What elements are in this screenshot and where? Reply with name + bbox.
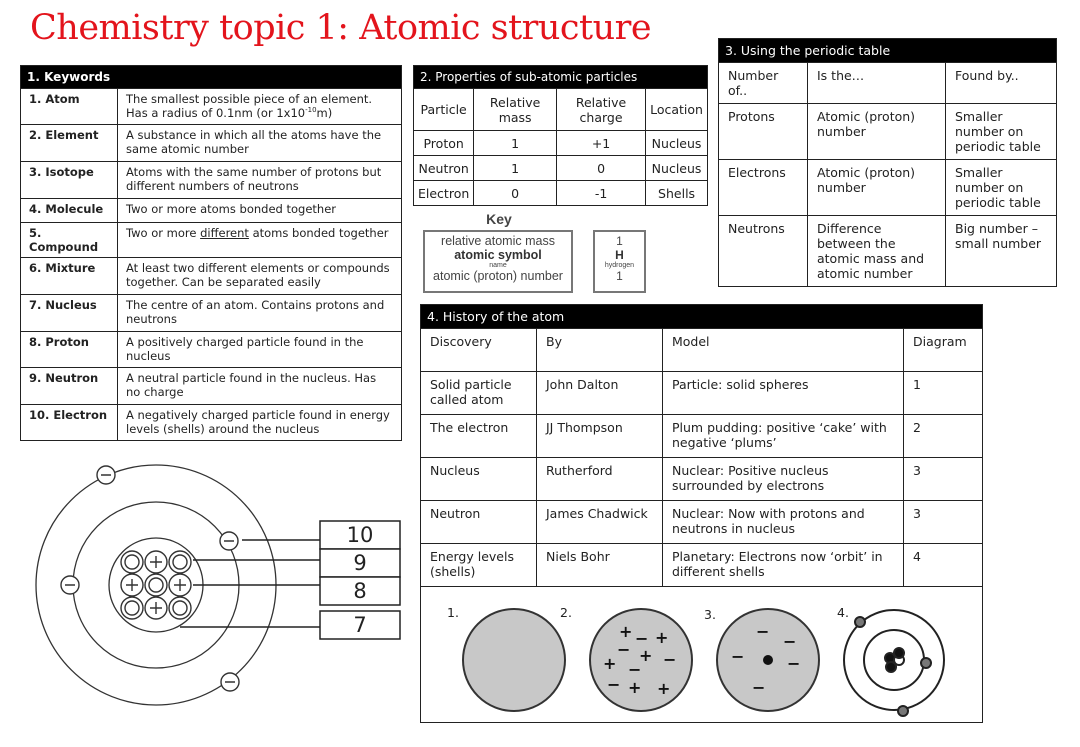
periodic-header: 3. Using the periodic table [719,39,1057,63]
diagram-label: 3. [704,607,716,622]
col-header: Found by.. [946,63,1057,104]
cell: The electron [421,415,537,458]
term: 2. Element [21,125,118,162]
svg-text:−: − [756,622,770,641]
plum-pudding-model [590,609,692,711]
diagram-label: 2. [560,605,572,620]
col-header: Relative mass [474,89,557,131]
atom-models-diagram [421,587,982,722]
term: 5. Compound [21,223,118,258]
cell: Electrons [719,160,808,216]
label-neutron: 9 [353,551,367,575]
cell: 2 [904,415,983,458]
svg-text:−: − [783,632,797,651]
svg-text:−: − [787,654,801,673]
cell: Difference between the atomic mass and atomic number [808,216,946,287]
cell: JJ Thompson [537,415,663,458]
nucleons [121,551,191,619]
svg-text:+: + [628,678,642,697]
cell: 1 [474,131,557,156]
definition: A negatively charged particle found in energy levels (shells) around the nucleus [118,405,402,441]
col-header: By [537,329,663,372]
definition: A substance in which all the atoms have the same atomic number [118,125,402,162]
svg-text:+: + [655,628,669,647]
cell: Shells [646,181,708,206]
cell: Nucleus [421,458,537,501]
cell: Niels Bohr [537,544,663,587]
term: 6. Mixture [21,258,118,295]
cell: Solid particle called atom [421,372,537,415]
key-mass: relative atomic mass [441,234,555,248]
h-number: 1 [616,269,623,283]
cell: Plum pudding: positive ‘cake’ with negative ‘plums’ [663,415,904,458]
diagram-row [421,587,983,723]
cell: 4 [904,544,983,587]
cell: Smaller number on periodic table [946,160,1057,216]
history-table [420,304,983,723]
definition: At least two different elements or compounds together. Can be separated easily [118,258,402,295]
cell: Energy levels (shells) [421,544,537,587]
svg-text:−: − [635,629,649,648]
term: 7. Nucleus [21,295,118,332]
svg-text:+: + [603,654,617,673]
cell: 1 [474,156,557,181]
cell: Nuclear: Positive nucleus surrounded by electrons [663,458,904,501]
h-symbol: H [615,248,624,262]
cell: Nucleus [646,156,708,181]
col-header: Diagram [904,329,983,372]
cell: -1 [556,181,645,206]
subatomic-header: 2. Properties of sub-atomic particles [414,66,708,89]
history-header: 4. History of the atom [421,305,983,329]
periodic-table-usage [718,38,1057,287]
key-title: Key [486,211,512,227]
cell: Protons [719,104,808,160]
cell: Neutron [414,156,474,181]
col-header: Relative charge [556,89,645,131]
cell: 3 [904,501,983,544]
h-name: hydrogen [604,262,635,269]
atom-labels [320,521,400,639]
cell: 1 [904,372,983,415]
bohr-model [844,610,944,716]
definition: The centre of an atom. Contains protons and neutrons [118,295,402,332]
col-header: Location [646,89,708,131]
col-header: Model [663,329,904,372]
definition: The smallest possible piece of an element. Has a radius of 0.1nm (or $1x10^{-10}m$) [118,89,402,125]
term: 4. Molecule [21,199,118,223]
cell: 0 [474,181,557,206]
cell: Proton [414,131,474,156]
cell: Electron [414,181,474,206]
rutherford-model [717,609,819,711]
term: 3. Isotope [21,162,118,199]
label-proton: 8 [353,579,367,603]
cell: Smaller number on periodic table [946,104,1057,160]
term: 10. Electron [21,405,118,441]
hydrogen-example [593,230,646,293]
key-name: name [489,262,507,269]
cell: Big number – small number [946,216,1057,287]
svg-text:−: − [731,647,745,666]
dalton-model [463,609,565,711]
svg-text:+: + [639,646,653,665]
key-box [423,230,573,293]
col-header: Is the… [808,63,946,104]
definition: A positively charged particle found in the nucleus [118,332,402,368]
cell: Nuclear: Now with protons and neutrons in nucleus [663,501,904,544]
cell: Nucleus [646,131,708,156]
definition: A neutral particle found in the nucleus. Has no charge [118,368,402,405]
cell: Neutrons [719,216,808,287]
page-title: Chemistry topic 1: Atomic structure [30,8,652,48]
label-nucleus: 7 [353,613,367,637]
cell: Neutron [421,501,537,544]
label-electron: 10 [346,523,374,547]
cell: 3 [904,458,983,501]
svg-text:+: + [619,622,633,641]
cell: James Chadwick [537,501,663,544]
diagram-label: 1. [447,605,459,620]
cell: John Dalton [537,372,663,415]
definition: Two or more atoms bonded together [118,199,402,223]
cell: 0 [556,156,645,181]
col-header: Particle [414,89,474,131]
cell: Rutherford [537,458,663,501]
diagram-label: 4. [837,605,849,620]
definition: Atoms with the same number of protons but different numbers of neutrons [118,162,402,199]
key-number: atomic (proton) number [433,269,563,283]
svg-text:−: − [663,650,677,669]
cell: +1 [556,131,645,156]
term: 9. Neutron [21,368,118,405]
definition: Two or more different atoms bonded together [118,223,402,258]
svg-text:−: − [607,675,621,694]
cell: Planetary: Electrons now ‘orbit’ in different shells [663,544,904,587]
h-mass: 1 [616,234,623,248]
subatomic-table [413,65,708,206]
col-header: Number of.. [719,63,808,104]
cell: Atomic (proton) number [808,104,946,160]
label-arrows [180,540,320,627]
col-header: Discovery [421,329,537,372]
keywords-header: 1. Keywords [21,66,402,89]
keywords-table [20,65,402,441]
term: 1. Atom [21,89,118,125]
svg-text:−: − [617,640,631,659]
svg-text:−: − [628,660,642,679]
cell: Atomic (proton) number [808,160,946,216]
cell: Particle: solid spheres [663,372,904,415]
term: 8. Proton [21,332,118,368]
svg-text:−: − [752,678,766,697]
svg-text:+: + [657,679,671,698]
key-symbol: atomic symbol [454,248,542,262]
